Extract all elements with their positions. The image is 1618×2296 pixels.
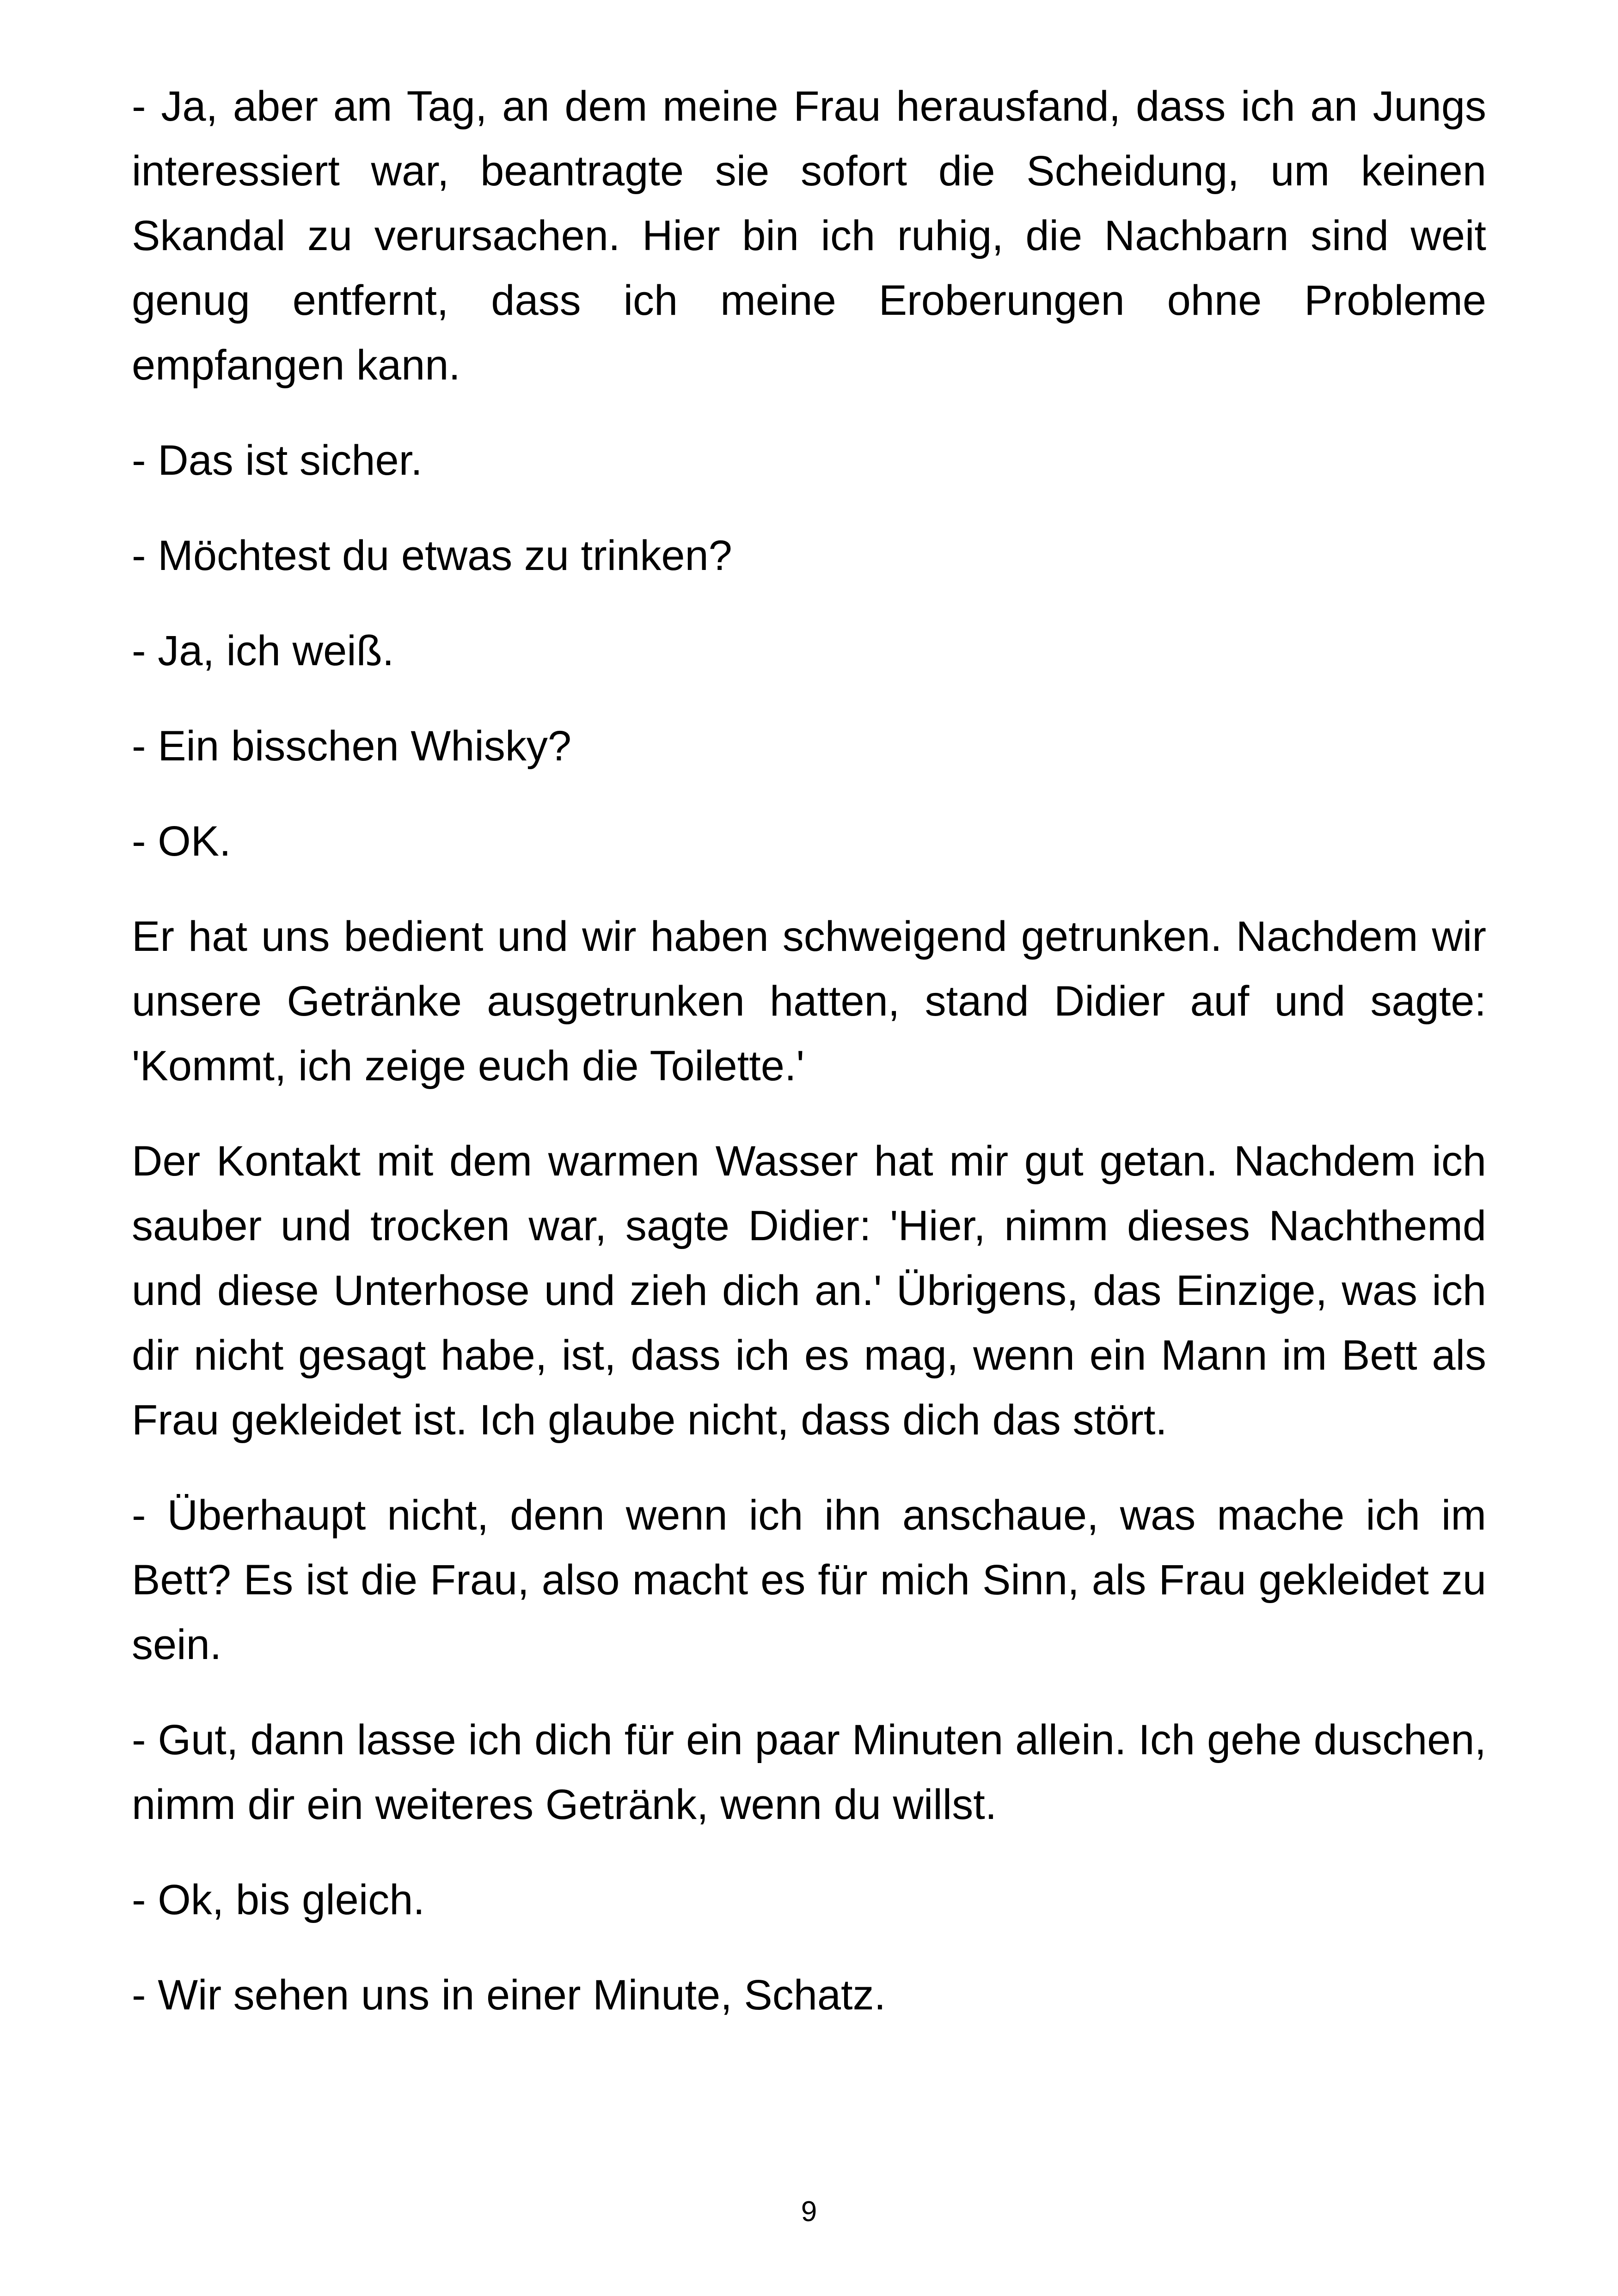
paragraph-8: Der Kontakt mit dem warmen Wasser hat mir gut getan. Nachdem ich sauber und trocken war, sagte Didier: 'Hier, nimm dieses Nachthemd und diese Unterhose und zieh dich an.' Übrigens, das Einzige, was ich dir nicht gesagt habe, ist, dass ich es mag, wenn ein Mann im Bett als Frau gekleidet ist. Ich glaube nicht, dass dich das stört. — [132, 1138, 1486, 1444]
paragraph-5: - Ein bisschen Whisky? — [132, 722, 571, 770]
paragraph-12: - Wir sehen uns in einer Minute, Schatz. — [132, 1971, 886, 2019]
paragraph-11: - Ok, bis gleich. — [132, 1876, 425, 1923]
paragraph-7: Er hat uns bedient und wir haben schweigend getrunken. Nachdem wir unsere Getränke ausgetrunken hatten, stand Didier auf und sagte: 'Kommt, ich zeige euch die Toilette.' — [132, 913, 1486, 1090]
paragraph-6: - OK. — [132, 818, 231, 865]
paragraph-4: - Ja, ich weiß. — [132, 627, 394, 674]
page-number: 9 — [801, 2196, 817, 2228]
paragraph-9: - Überhaupt nicht, denn wenn ich ihn anschaue, was mache ich im Bett? Es ist die Frau, also macht es für mich Sinn, als Frau gekleidet zu sein. — [132, 1492, 1486, 1668]
body-text — [132, 74, 1486, 2058]
paragraph-10: - Gut, dann lasse ich dich für ein paar Minuten allein. Ich gehe duschen, nimm dir ein weiteres Getränk, wenn du willst. — [132, 1716, 1486, 1828]
paragraph-3: - Möchtest du etwas zu trinken? — [132, 532, 732, 579]
paragraph-1: - Ja, aber am Tag, an dem meine Frau herausfand, dass ich an Jungs interessiert war, beantragte sie sofort die Scheidung, um keinen Skandal zu verursachen. Hier bin ich ruhig, die Nachbarn sind weit genug entfernt, dass ich meine Eroberungen ohne Probleme empfangen kann. — [132, 83, 1486, 389]
paragraph-2: - Das ist sicher. — [132, 437, 423, 484]
